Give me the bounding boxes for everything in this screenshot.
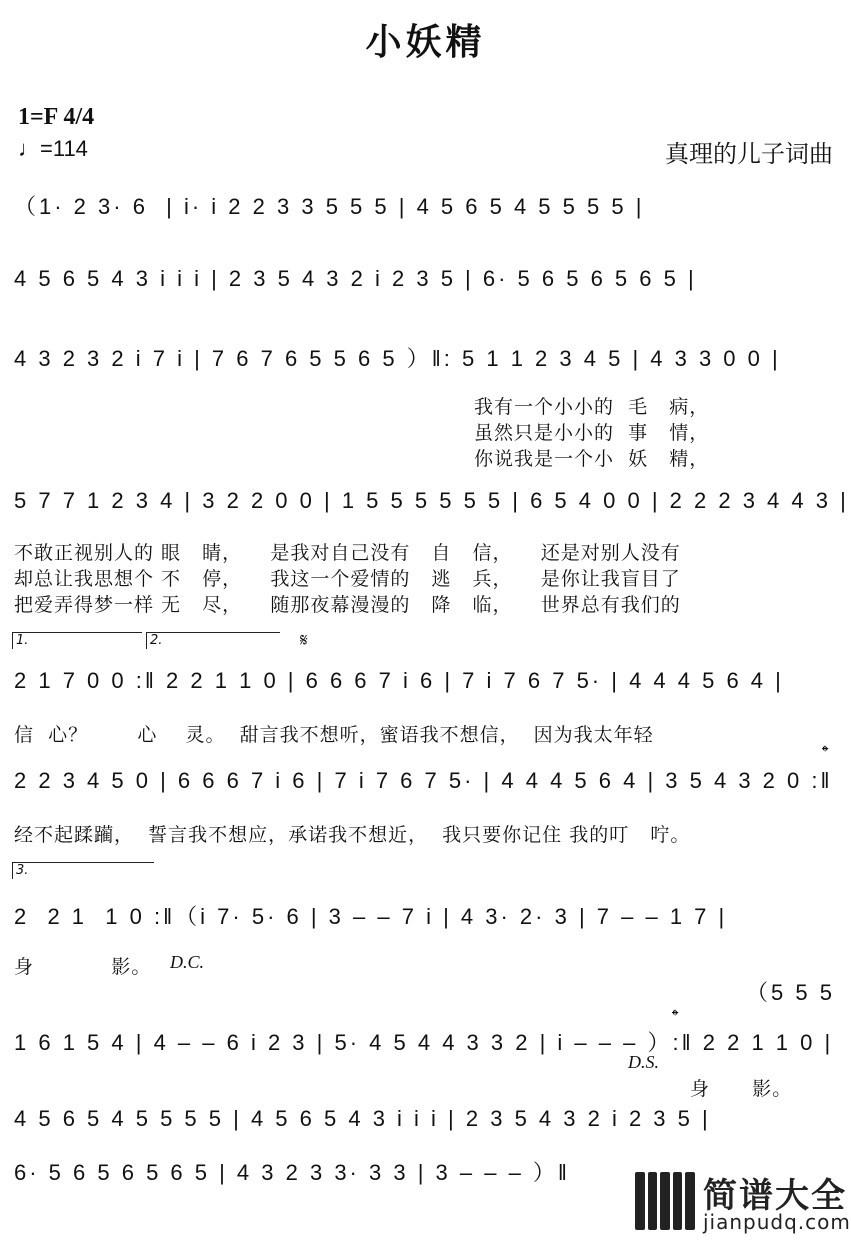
- brand-url: jianpudq.com: [703, 1210, 851, 1234]
- notation-row-4: 5 7 7 1 2 3 4 | 3 2 2 0 0 | 1 5 5 5 5 5 5 | 6 5 4 0 0 | 2 2 2 3 4 4 3 |: [14, 488, 849, 513]
- verse-lyric-3: 把爱弄得梦一样 无 尽， 随那夜幕漫漫的 降 临， 世界总有我们的: [14, 594, 681, 616]
- intro-lyric-2: 虽然只是小小的 事 情，: [474, 422, 710, 444]
- chorus-lyric-2: 经不起蹂躏， 誓言我不想应，承诺我不想近， 我只要你记住 我的叮 咛。: [14, 824, 691, 846]
- song-title: 小妖精: [365, 21, 486, 63]
- notation-row-6: 2 2 3 4 5 0 | 6 6 6 7 i 6 | 7 i 7 6 7 5· | 4 4 4 5 6 4 | 3 5 4 3 2 0 :‖: [14, 768, 833, 793]
- coda-sign-2: 𝄌: [672, 1006, 679, 1027]
- credit-line: 真理的儿子词曲: [665, 141, 833, 168]
- brand-watermark: [635, 1166, 851, 1236]
- notation-row-9: 4 5 6 5 4 5 5 5 5 | 4 5 6 5 4 3 i i i | 2 3 5 4 3 2 i 2 3 5 |: [14, 1106, 711, 1131]
- brand-name: 简谱大全: [703, 1176, 847, 1216]
- volta-1: 1.: [12, 632, 142, 649]
- piano-icon: [635, 1172, 695, 1230]
- notation-row-8: 1 6 1 5 4 | 4 – – 6 i 2 3 | 5· 4 5 4 4 3 3 2 | i – – – ）:‖ 2 2 1 1 0 |: [14, 1030, 834, 1055]
- coda-sign-1: 𝄌: [822, 742, 829, 763]
- chorus-lyric-1: 信 心？ 心 灵。 甜言我不想听，蜜语我不想信， 因为我太年轻: [14, 724, 654, 746]
- ending-lyric-1: 身 影。: [14, 956, 152, 978]
- volta-3: 3.: [12, 862, 154, 879]
- segno-sign: 𝄋: [300, 630, 308, 651]
- notation-row-10: 6· 5 6 5 6 5 6 5 | 4 3 2 3 3· 3 3 | 3 – – – ）‖: [14, 1160, 571, 1185]
- tempo-marking: ♩=114: [18, 136, 88, 161]
- alternate-notes: （5 5 5: [746, 980, 835, 1005]
- notation-row-2: 4 5 6 5 4 3 i i i | 2 3 5 4 3 2 i 2 3 5 | 6· 5 6 5 6 5 6 5 |: [14, 266, 697, 291]
- intro-lyric-1: 我有一个小小的 毛 病，: [474, 396, 710, 418]
- notation-row-1: （1· 2 3· 6 | i· i 2 2 3 3 5 5 5 | 4 5 6 5 4 5 5 5 5 |: [14, 194, 645, 219]
- ds-marking: D.S.: [628, 1052, 659, 1072]
- notation-row-7: 2 2 1 1 0 :‖（i 7· 5· 6 | 3 – – 7 i | 4 3· 2· 3 | 7 – – 1 7 |: [14, 904, 728, 929]
- volta-2: 2.: [146, 632, 280, 649]
- intro-lyric-3: 你说我是一个小 妖 精，: [474, 448, 710, 470]
- notation-row-3: 4 3 2 3 2 i 7 i | 7 6 7 6 5 5 6 5 ）‖: 5 1 1 2 3 4 5 | 4 3 3 0 0 |: [14, 346, 781, 371]
- ending-lyric-2: 身 影。: [690, 1078, 793, 1100]
- verse-lyric-2: 却总让我思想个 不 停， 我这一个爱情的 逃 兵， 是你让我盲目了: [14, 568, 681, 590]
- key-signature: 1=F 4/4: [18, 104, 95, 130]
- notation-row-5: 2 1 7 0 0 :‖ 2 2 1 1 0 | 6 6 6 7 i 6 | 7 i 7 6 7 5· | 4 4 4 5 6 4 |: [14, 668, 784, 693]
- verse-lyric-1: 不敢正视别人的 眼 睛， 是我对自己没有 自 信， 还是对别人没有: [14, 542, 681, 564]
- dc-marking: D.C.: [170, 952, 205, 972]
